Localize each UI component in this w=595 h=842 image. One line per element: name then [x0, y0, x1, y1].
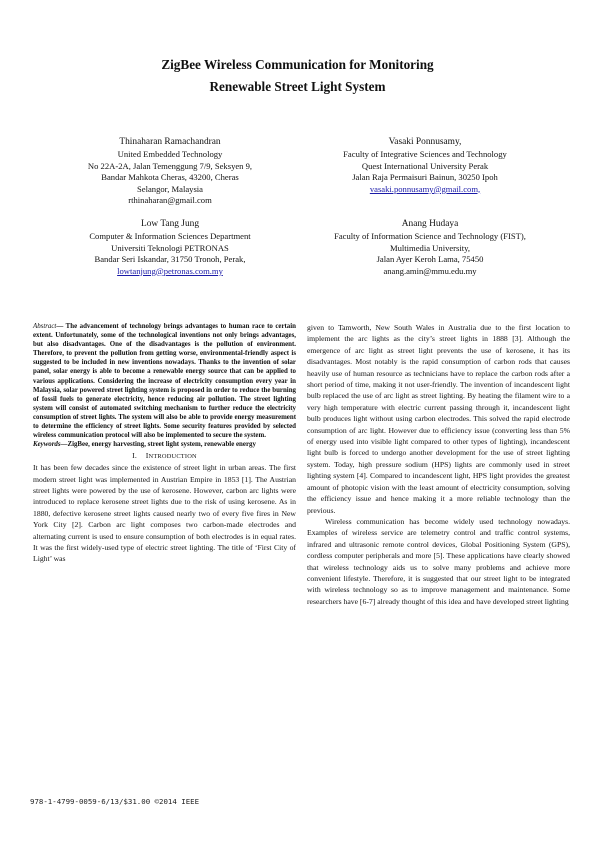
- keywords-label: Keywords—: [33, 441, 68, 449]
- author-name: Low Tang Jung: [140, 219, 200, 229]
- author-affiliation-line: No 22A-2A, Jalan Temenggung 7/9, Seksyen 9,: [87, 160, 253, 171]
- section-number: I.: [132, 450, 138, 460]
- author-affiliation-line: Bandar Mahkota Cheras, 43200, Cheras: [101, 172, 239, 183]
- right-column: [307, 322, 570, 607]
- paper-title: [0, 54, 595, 98]
- author-email: anang.amin@mmu.edu.my: [383, 265, 477, 276]
- abstract: [33, 322, 296, 440]
- author-3: [45, 219, 295, 277]
- author-1: [45, 137, 295, 206]
- author-name: Anang Hudaya: [401, 219, 459, 229]
- author-email: rthinaharan@gmail.com: [128, 195, 212, 206]
- author-2: [295, 137, 555, 195]
- author-affiliation-line: Quest International University Perak: [361, 160, 489, 171]
- author-affiliation-line: Jalan Ayer Keroh Lama, 75450: [376, 254, 484, 265]
- copyright-footer: 978-1-4799-0059-6/13/$31.00 ©2014 IEEE: [30, 797, 200, 806]
- author-name: Thinaharan Ramachandran: [119, 137, 221, 147]
- paper-title-line-1: ZigBee Wireless Communication for Monitoring: [161, 57, 434, 72]
- author-email-link[interactable]: lowtanjung@petronas.com.my: [117, 265, 223, 276]
- author-affiliation-line: Universiti Teknologi PETRONAS: [111, 242, 229, 253]
- author-affiliation-line: Faculty of Integrative Sciences and Technology: [343, 149, 507, 160]
- author-affiliation-line: Faculty of Information Science and Technology (FIST),: [334, 231, 526, 242]
- author-name: Vasaki Ponnusamy,: [388, 137, 462, 147]
- author-affiliation-line: Multimedia University,: [389, 242, 471, 253]
- section-title-initial: I: [145, 450, 149, 460]
- paper-title-line-2: Renewable Street Light System: [209, 79, 386, 94]
- body-paragraph: It has been few decades since the existence of street light in urban areas. The first modern street light was implemented in Austrian Empire in 1853 [1]. The Austrian street lights were powered by the use of kerosene. However, carbon arc lights were introduced to replace kerosene street lights due to the risk of using kerosene. As in 1880, defective kerosene street lights caused nearly two of every five fires in New York City [2]. Carbon arc light composes two carbon-made electrodes and alternating current is used to ensure consumption of both electrodes is in equal rates. It was the first widely-used type of electric street lighting. The title of ‘First City of Light’ was: [33, 463, 296, 564]
- keywords: [33, 440, 296, 450]
- author-affiliation-line: Computer & Information Sciences Department: [89, 231, 251, 242]
- abstract-label: Abstract: [33, 323, 57, 330]
- left-column: [33, 322, 296, 565]
- keywords-text: ZigBee, energy harvesting, street light system, renewable energy: [67, 441, 256, 449]
- abstract-text: — The advancement of technology brings advantages to human race to certain extent. Unfortunately, some of the technological inventions not only brings advantages, but also disadvantages. One of the disadvantages is the pollution of environment. Therefore, to prevent the pollution from getting worse, environmental-friendly aspect is suggested to be included in new inventions nowadays. Thanks to the invention of solar panel, solar energy is able to become a renewable energy source that can be applied to various applications. Considering the increase of electricity consumption every year in Malaysia, solar powered street lighting system is proposed in order to reduce the burning of fossil fuels to generate electricity, hence reducing air pollution. The street lighting system will consist of automated switching mechanism to further reduce the electricity consumption of street lights. The system will also be able to provide energy measurement to determine the efficiency of street lights. Some security features provided by selected wireless communication protocol will also be implemented to secure the system.: [33, 323, 296, 440]
- author-email-link[interactable]: vasaki.ponnusamy@gmail.com,: [369, 183, 481, 194]
- author-affiliation-line: Bandar Seri Iskandar, 31750 Tronoh, Perak,: [94, 254, 246, 265]
- author-affiliation-line: Selangor, Malaysia: [136, 183, 203, 194]
- author-4: [295, 219, 565, 277]
- section-heading: [33, 450, 296, 462]
- author-affiliation-line: Jalan Raja Permaisuri Bainun, 30250 Ipoh: [352, 172, 498, 183]
- section-title-rest: NTRODUCTION: [148, 452, 197, 460]
- author-affiliation-line: United Embedded Technology: [117, 149, 223, 160]
- body-paragraph: Wireless communication has become widely used technology nowadays. Examples of wireless service are telemetry control and traffic control systems, infrared and ultrasonic remote control devices, Global Positioning System (GPS), cordless computer peripherals and more [5]. These applications have clearly showed that wireless technology aids us to solve many problems and achieve more convenient lifestyle. Therefore, it is suggested that our street light to be integrated with wireless technology so as to improve management and maintenance. Some researchers have [6-7] already thought of this idea and have developed street lighting: [307, 516, 570, 606]
- body-paragraph: given to Tamworth, New South Wales in Australia due to the first location to implement the arc lights as the city’s street lights in 1888 [3]. Although the emergence of arc light as street light prevents the use of kerosene, it has its disadvantages. Most notably is the rapid consumption of carbon rods that causes heavily use of human resource as technicians have to replace the carbon rods after a short period of time, making it not user-friendly. The invention of incandescent light bulb replaced the use of arc light as street lighting. By heating the filament wire to a very high temperature with electric current passing through it, incandescent light bulb produces light without using carbon electrodes. This solved the rapid electrode consumption of arc light. However due to efficiency issue (converting less than 5% of energy used into visible light compared to other types of lighting), incandescent light bulb is forced to undergo another development for the use of street lighting system. Today, high pressure sodium (HPS) lights are commonly used in street lighting system [4]. Compared to incandescent light, HPS light provides the greatest amount of photopic vision with the least amount of electricity consumption, solving the efficiency issue and hence making it a more reliable technology than the previous.: [307, 323, 570, 515]
